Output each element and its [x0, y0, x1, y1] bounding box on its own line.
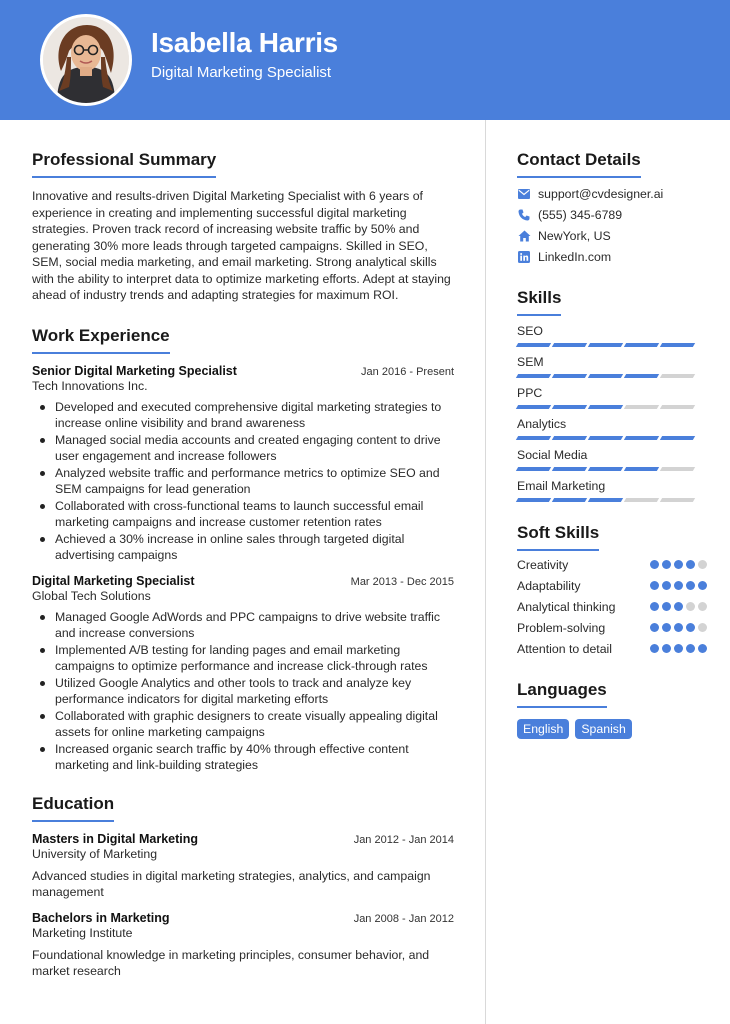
- contact-text: NewYork, US: [538, 228, 611, 243]
- education-section: [32, 794, 454, 980]
- contact-text: (555) 345-6789: [538, 207, 623, 222]
- job-bullets: [32, 399, 454, 564]
- skill-level-segment: [660, 498, 695, 502]
- rating-dot: [650, 581, 659, 590]
- soft-skill-item: [517, 620, 707, 636]
- skill-level-segment: [660, 374, 695, 378]
- education-header: [32, 911, 454, 925]
- skill-level-bar: [517, 374, 707, 378]
- rating-dot: [650, 560, 659, 569]
- bullet-item: Developed and executed comprehensive digital marketing strategies to increase online visibility and brand awareness: [32, 399, 454, 432]
- rating-dot: [698, 644, 707, 653]
- soft-skills-list: [517, 557, 707, 657]
- candidate-name: Isabella Harris: [151, 27, 338, 58]
- job-title: Digital Marketing Specialist: [32, 573, 195, 588]
- profile-photo: [43, 17, 129, 103]
- contact-item[interactable]: [517, 228, 707, 243]
- avatar: [40, 14, 132, 106]
- rating-dot: [674, 602, 683, 611]
- rating-dot: [662, 560, 671, 569]
- skills-section: [517, 288, 707, 502]
- soft-skill-name: Problem-solving: [517, 621, 606, 635]
- bullet-item: Achieved a 30% increase in online sales through targeted digital advertising campaigns: [32, 531, 454, 564]
- education-list: [32, 832, 454, 980]
- skill-name: SEM: [517, 355, 544, 369]
- job-header: [32, 364, 454, 378]
- soft-skill-item: [517, 578, 707, 594]
- bullet-item: Collaborated with cross-functional teams to launch successful email marketing campaigns and increase customer retention rates: [32, 498, 454, 531]
- candidate-role: Digital Marketing Specialist: [151, 64, 332, 81]
- job-company: Global Tech Solutions: [32, 588, 151, 603]
- rating-dot: [650, 623, 659, 632]
- soft-skill-rating: [650, 623, 707, 632]
- experience-section: [32, 326, 454, 774]
- language-badge: English: [517, 719, 569, 739]
- section-title: Contact Details: [517, 150, 641, 178]
- bullet-item: Implemented A/B testing for landing pages and email marketing campaigns to optimize performance and increase click-through rates: [32, 642, 454, 675]
- skill-level-segment: [516, 374, 551, 378]
- soft-skill-name: Attention to detail: [517, 642, 613, 656]
- section-title: Soft Skills: [517, 523, 599, 551]
- contact-section: [517, 150, 707, 264]
- skill-level-segment: [660, 436, 695, 440]
- skill-level-segment: [552, 498, 587, 502]
- soft-skill-rating: [650, 560, 707, 569]
- skill-level-segment: [552, 343, 587, 347]
- skill-level-segment: [660, 405, 695, 409]
- skill-item: [517, 417, 707, 440]
- degree: Masters in Digital Marketing: [32, 831, 199, 846]
- job-dates: Jan 2016 - Present: [361, 365, 454, 378]
- skill-level-segment: [588, 498, 623, 502]
- contact-list: [517, 186, 707, 264]
- skill-level-bar: [517, 436, 707, 440]
- bullet-item: Collaborated with graphic designers to create visually appealing digital assets for online marketing campaigns: [32, 708, 454, 741]
- skill-name: SEO: [517, 324, 543, 338]
- job-entry: [32, 574, 454, 774]
- skill-level-segment: [660, 343, 695, 347]
- rating-dot: [674, 560, 683, 569]
- soft-skill-name: Creativity: [517, 558, 569, 572]
- rating-dot: [674, 644, 683, 653]
- skill-level-segment: [516, 498, 551, 502]
- skill-level-segment: [588, 405, 623, 409]
- skill-level-segment: [516, 436, 551, 440]
- section-title: Work Experience: [32, 326, 170, 354]
- education-dates: Jan 2008 - Jan 2012: [353, 912, 454, 925]
- bullet-item: Increased organic search traffic by 40% through effective content marketing and link-building strategies: [32, 741, 454, 774]
- contact-item[interactable]: [517, 207, 707, 222]
- skill-level-segment: [552, 405, 587, 409]
- sidebar-column: [517, 150, 707, 739]
- skill-level-segment: [552, 467, 587, 471]
- education-description: Advanced studies in digital marketing strategies, analytics, and campaign management: [32, 868, 431, 899]
- skill-level-bar: [517, 405, 707, 409]
- section-title: Education: [32, 794, 114, 822]
- section-title: Languages: [517, 680, 607, 708]
- contact-item[interactable]: [517, 249, 707, 264]
- rating-dot: [698, 560, 707, 569]
- skill-level-segment: [588, 436, 623, 440]
- skill-level-segment: [552, 436, 587, 440]
- soft-skill-item: [517, 641, 707, 657]
- skill-level-segment: [588, 374, 623, 378]
- rating-dot: [686, 602, 695, 611]
- column-divider: [485, 120, 486, 1024]
- rating-dot: [698, 623, 707, 632]
- soft-skill-name: Analytical thinking: [517, 600, 616, 614]
- education-dates: Jan 2012 - Jan 2014: [353, 833, 454, 846]
- rating-dot: [650, 644, 659, 653]
- job-list: [32, 364, 454, 774]
- skill-level-segment: [624, 374, 659, 378]
- soft-skill-rating: [650, 581, 707, 590]
- education-description: Foundational knowledge in marketing principles, consumer behavior, and market research: [32, 947, 430, 978]
- rating-dot: [662, 644, 671, 653]
- skill-item: [517, 479, 707, 502]
- soft-skill-name: Adaptability: [517, 579, 581, 593]
- education-entry: [32, 911, 454, 980]
- job-bullets: [32, 609, 454, 774]
- school: University of Marketing: [32, 846, 158, 861]
- soft-skills-section: [517, 523, 707, 657]
- bullet-item: Utilized Google Analytics and other tools to track and analyze key performance indicators for digital marketing efforts: [32, 675, 454, 708]
- rating-dot: [698, 602, 707, 611]
- education-header: [32, 832, 454, 846]
- section-title: Skills: [517, 288, 561, 316]
- contact-item[interactable]: [517, 186, 707, 201]
- rating-dot: [674, 623, 683, 632]
- rating-dot: [686, 644, 695, 653]
- job-header: [32, 574, 454, 588]
- degree: Bachelors in Marketing: [32, 910, 170, 925]
- skill-level-bar: [517, 343, 707, 347]
- main-column: [32, 150, 454, 980]
- soft-skill-rating: [650, 602, 707, 611]
- skill-name: Social Media: [517, 448, 588, 462]
- skills-list: [517, 324, 707, 502]
- languages-section: [517, 680, 707, 739]
- skill-level-segment: [624, 436, 659, 440]
- bullet-item: Analyzed website traffic and performance metrics to optimize SEO and SEM campaigns for lead generation: [32, 465, 454, 498]
- rating-dot: [686, 560, 695, 569]
- job-company: Tech Innovations Inc.: [32, 378, 148, 393]
- language-badge: Spanish: [575, 719, 631, 739]
- soft-skill-rating: [650, 644, 707, 653]
- contact-text: LinkedIn.com: [538, 249, 612, 264]
- resume-header: [0, 0, 730, 120]
- phone-icon: [517, 208, 531, 222]
- contact-text: support@cvdesigner.ai: [538, 186, 664, 201]
- education-entry: [32, 832, 454, 901]
- skill-level-segment: [660, 467, 695, 471]
- summary-section: [32, 150, 454, 304]
- home-icon: [517, 229, 531, 243]
- skill-level-segment: [624, 405, 659, 409]
- skill-item: [517, 324, 707, 347]
- soft-skill-item: [517, 599, 707, 615]
- rating-dot: [662, 623, 671, 632]
- rating-dot: [698, 581, 707, 590]
- rating-dot: [662, 581, 671, 590]
- school: Marketing Institute: [32, 925, 133, 940]
- skill-item: [517, 355, 707, 378]
- skill-level-segment: [516, 405, 551, 409]
- job-title: Senior Digital Marketing Specialist: [32, 363, 237, 378]
- skill-level-segment: [624, 467, 659, 471]
- summary-text: Innovative and results-driven Digital Marketing Specialist with 6 years of experience in creating and implementing successful digital marketing strategies. Proven track record of increasing website traffic by 50% and generating 30% more leads through targeted campaigns. Skilled in SEO, SEM, social media marketing, and email marketing. Strong analytical skills with the ability to interpret data to optimize marketing efforts. Adept at staying ahead of industry trends and adapting strategies for maximum ROI.: [32, 189, 451, 302]
- envelope-icon: [517, 187, 531, 201]
- bullet-item: Managed Google AdWords and PPC campaigns to drive website traffic and increase conversions: [32, 609, 454, 642]
- skill-item: [517, 448, 707, 471]
- rating-dot: [686, 581, 695, 590]
- rating-dot: [650, 602, 659, 611]
- skill-level-bar: [517, 498, 707, 502]
- linkedin-icon: [517, 250, 531, 264]
- skill-name: Analytics: [517, 417, 567, 431]
- skill-name: PPC: [517, 386, 543, 400]
- soft-skill-item: [517, 557, 707, 573]
- skill-level-segment: [588, 343, 623, 347]
- skill-level-segment: [624, 343, 659, 347]
- skill-level-segment: [552, 374, 587, 378]
- rating-dot: [662, 602, 671, 611]
- languages-list: [517, 719, 707, 739]
- skill-item: [517, 386, 707, 409]
- skill-level-segment: [624, 498, 659, 502]
- skill-level-segment: [588, 467, 623, 471]
- bullet-item: Managed social media accounts and created engaging content to drive user engagement and increase followers: [32, 432, 454, 465]
- skill-level-segment: [516, 343, 551, 347]
- rating-dot: [686, 623, 695, 632]
- rating-dot: [674, 581, 683, 590]
- skill-level-segment: [516, 467, 551, 471]
- job-dates: Mar 2013 - Dec 2015: [350, 575, 454, 588]
- section-title: Professional Summary: [32, 150, 216, 178]
- skill-level-bar: [517, 467, 707, 471]
- skill-name: Email Marketing: [517, 479, 606, 493]
- job-entry: [32, 364, 454, 564]
